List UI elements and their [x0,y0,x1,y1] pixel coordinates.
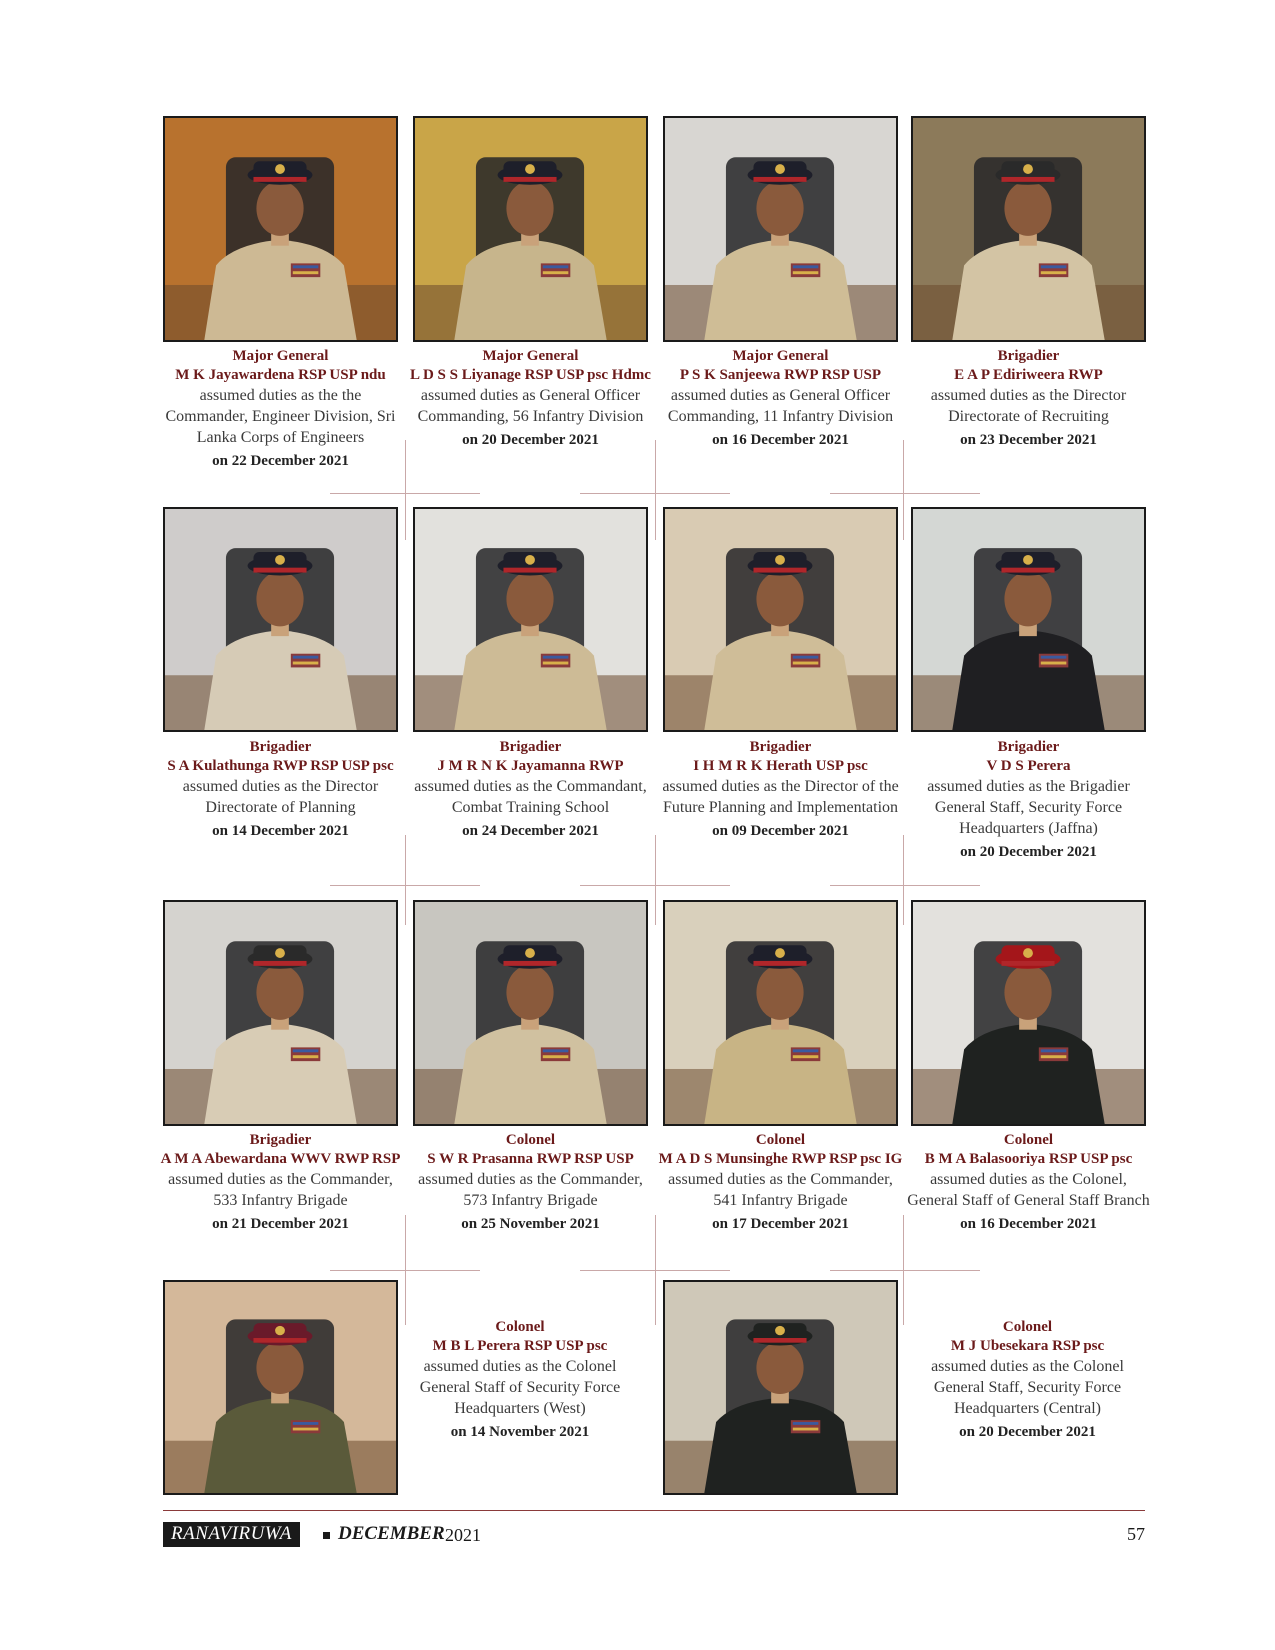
officer-date: on 14 December 2021 [212,823,349,839]
officer-duty: assumed duties as the the Commander, Engineer Division, Sri Lanka Corps of Engineers [165,387,396,446]
officer-duty: assumed duties as the Director Directorate of Recruiting [930,387,1127,425]
officer-duty: assumed duties as the Commandant, Combat Training School [414,778,647,816]
officer-date: on 24 December 2021 [462,823,599,839]
officer-date: on 20 December 2021 [462,432,599,448]
officer-photo [663,507,898,732]
divider-line [830,493,980,494]
officer-portrait-drawing [913,902,1144,1124]
divider-line [330,885,480,886]
officer-duty: assumed duties as the Commander, 533 Infantry Brigade [168,1171,393,1209]
officer-duty: assumed duties as the Director Directorate of Planning [182,778,379,816]
officer-rank: Brigadier [249,1132,312,1148]
officer-rank: Brigadier [997,348,1060,364]
officer-date: on 21 December 2021 [212,1216,349,1232]
officer-portrait-drawing [165,509,396,730]
officer-name: M B L Perera RSP USP psc [432,1338,608,1354]
officer-portrait-drawing [665,1282,896,1493]
officer-duty: assumed duties as the Commander, 541 Infantry Brigade [668,1171,893,1209]
officer-caption [407,347,654,451]
officer-name: E A P Ediriweera RWP [954,367,1103,383]
officer-name: M A D S Munsinghe RWP RSP psc IG [658,1151,903,1167]
page-footer [163,1522,1145,1552]
officer-portrait-drawing [415,902,646,1124]
officer-date: on 22 December 2021 [212,453,349,469]
officer-date: on 20 December 2021 [960,844,1097,860]
officer-date: on 16 December 2021 [712,432,849,448]
officer-date: on 09 December 2021 [712,823,849,839]
officer-duty: assumed duties as the Brigadier General Staff, Security Force Headquarters (Jaffna) [927,778,1130,837]
officer-photo [163,116,398,342]
officer-name: A M A Abewardana WWV RWP RSP [160,1151,401,1167]
issue-month: DECEMBER [338,1523,445,1544]
divider-line [903,835,904,925]
officer-name: P S K Sanjeewa RWP RSP USP [679,367,882,383]
divider-line [580,493,730,494]
officer-photo [911,507,1146,732]
officer-photo [163,900,398,1126]
officer-photo [413,507,648,732]
officer-duty: assumed duties as the Commander, 573 Infantry Brigade [418,1171,643,1209]
officer-name: I H M R K Herath USP psc [693,758,868,774]
divider-line [405,835,406,925]
officer-caption [157,347,404,472]
officer-caption [905,1318,1150,1443]
page-number: 57 [1127,1524,1145,1544]
officer-name: L D S S Liyanage RSP USP psc Hdmc [410,367,651,383]
officer-portrait-drawing [913,509,1144,730]
officer-date: on 14 November 2021 [450,1424,590,1440]
footer-rule [163,1510,1145,1511]
officer-date: on 20 December 2021 [959,1424,1096,1440]
officer-caption [157,738,404,842]
officer-caption [407,738,654,842]
officer-caption [405,1318,635,1443]
officer-duty: assumed duties as General Officer Commanding, 56 Infantry Division [417,387,644,425]
divider-line [830,1270,980,1271]
officer-duty: assumed duties as General Officer Commanding, 11 Infantry Division [667,387,894,425]
magazine-name: RANAVIRUWA [163,1522,300,1547]
officer-date: on 23 December 2021 [960,432,1097,448]
officer-caption [905,1131,1152,1235]
officer-date: on 16 December 2021 [960,1216,1097,1232]
issue-year: 2021 [445,1525,481,1545]
officer-portrait-drawing [665,509,896,730]
officer-rank: Brigadier [749,739,812,755]
officer-portrait-drawing [665,118,896,340]
divider-line [655,440,656,540]
officer-rank: Brigadier [249,739,312,755]
divider-line [580,885,730,886]
officer-name: J M R N K Jayamanna RWP [437,758,624,774]
officer-portrait-drawing [165,902,396,1124]
divider-line [405,440,406,540]
officer-rank: Major General [232,348,329,364]
officer-rank: Major General [482,348,579,364]
divider-line [655,835,656,925]
officer-portrait-drawing [165,1282,396,1493]
divider-line [330,1270,480,1271]
officer-rank: Colonel [505,1132,556,1148]
officer-name: S W R Prasanna RWP RSP USP [427,1151,634,1167]
officer-name: M K Jayawardena RSP USP ndu [175,367,386,383]
officer-photo [413,116,648,342]
officer-duty: assumed duties as the Colonel General Staff of Security Force Headquarters (West) [419,1358,621,1417]
officer-photo [163,507,398,732]
officer-rank: Brigadier [499,739,562,755]
officer-portrait-drawing [415,118,646,340]
officer-duty: assumed duties as the Director of the Future Planning and Implementation [662,778,899,816]
officer-caption [657,1131,904,1235]
officer-photo [663,116,898,342]
officer-caption [905,347,1152,451]
officer-name: M J Ubesekara RSP psc [950,1338,1105,1354]
officer-portrait-drawing [165,118,396,340]
officer-photo [413,900,648,1126]
officer-rank: Major General [732,348,829,364]
officer-photo [163,1280,398,1495]
officer-photo [663,1280,898,1495]
officer-portrait-drawing [415,509,646,730]
officer-name: S A Kulathunga RWP RSP USP psc [167,758,394,774]
officer-date: on 17 December 2021 [712,1216,849,1232]
officer-caption [407,1131,654,1235]
divider-line [330,493,480,494]
officer-caption [157,1131,404,1235]
officer-date: on 25 November 2021 [461,1216,600,1232]
officer-rank: Colonel [1002,1319,1053,1335]
officer-rank: Colonel [495,1319,545,1335]
divider-line [580,1270,730,1271]
officer-rank: Colonel [755,1132,806,1148]
officer-rank: Brigadier [997,739,1060,755]
officer-name: V D S Perera [986,758,1071,774]
officer-photo [911,116,1146,342]
officer-name: B M A Balasooriya RSP USP psc [924,1151,1133,1167]
officer-rank: Colonel [1003,1132,1054,1148]
divider-line [830,885,980,886]
officer-duty: assumed duties as the Colonel General Staff, Security Force Headquarters (Central) [931,1358,1124,1417]
officer-portrait-drawing [913,118,1144,340]
bullet-square-icon [323,1532,330,1539]
officer-portrait-drawing [665,902,896,1124]
officer-photo [663,900,898,1126]
officer-caption [905,738,1152,863]
officer-caption [657,738,904,842]
officer-caption [657,347,904,451]
divider-line [903,440,904,540]
officer-photo [911,900,1146,1126]
officer-duty: assumed duties as the Colonel, General Staff of General Staff Branch [907,1171,1150,1209]
